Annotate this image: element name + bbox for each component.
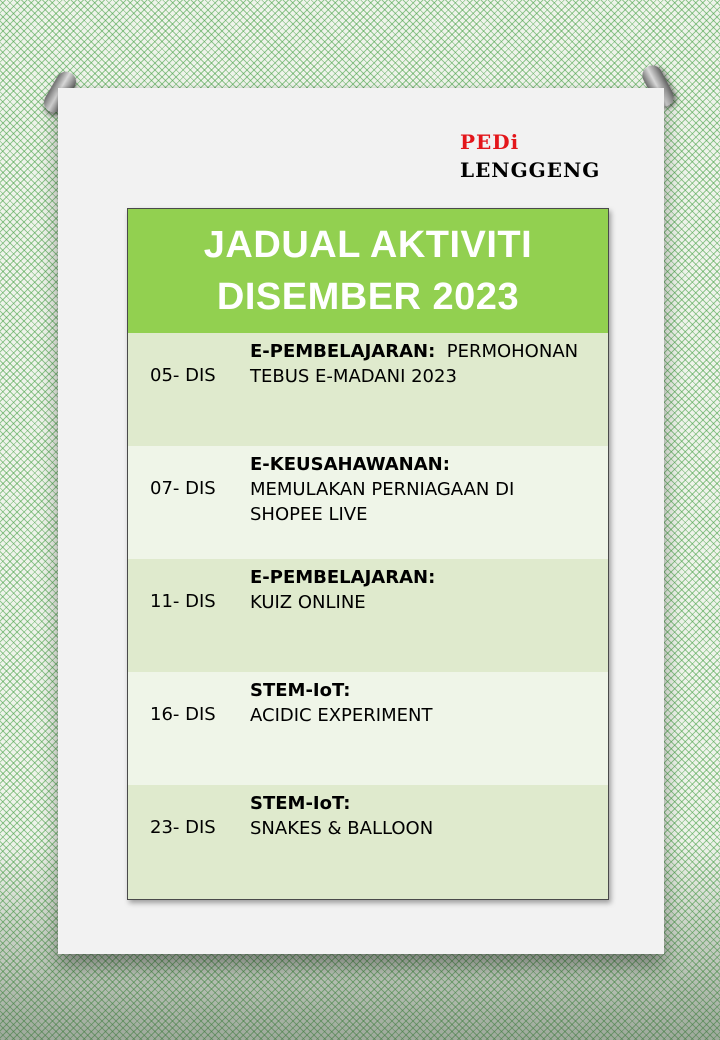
activity-category: E-PEMBELAJARAN: xyxy=(250,567,436,588)
activity-date: 23- DIS xyxy=(150,817,216,838)
activity-description: MEMULAKAN PERNIAGAAN DI xyxy=(250,479,515,500)
brand-logo xyxy=(460,128,600,184)
activity-description: SNAKES & BALLOON xyxy=(250,818,434,839)
schedule-header xyxy=(128,209,608,333)
activity-description: PERMOHONAN xyxy=(446,341,579,362)
activity-row xyxy=(128,333,608,446)
activity-detail xyxy=(250,452,600,527)
activity-date: 16- DIS xyxy=(150,704,216,725)
brand-location: LENGGENG xyxy=(460,158,601,182)
activity-row xyxy=(128,559,608,672)
activity-schedule-table xyxy=(127,208,609,900)
activity-detail xyxy=(250,565,600,615)
activity-date: 07- DIS xyxy=(150,478,216,499)
activity-row xyxy=(128,785,608,899)
brand-name: PEDi xyxy=(460,130,520,154)
activity-description: SHOPEE LIVE xyxy=(250,504,368,525)
activity-category: E-PEMBELAJARAN: xyxy=(250,341,436,362)
activity-date: 05- DIS xyxy=(150,365,216,386)
activity-date: 11- DIS xyxy=(150,591,216,612)
activity-row xyxy=(128,672,608,785)
activity-description: ACIDIC EXPERIMENT xyxy=(250,705,433,726)
activity-detail xyxy=(250,678,600,728)
activity-description: TEBUS E-MADANI 2023 xyxy=(250,366,457,387)
activity-detail xyxy=(250,339,600,389)
schedule-title: JADUAL AKTIVITI xyxy=(203,224,533,266)
activity-category: STEM-IoT: xyxy=(250,793,351,814)
activity-category: STEM-IoT: xyxy=(250,680,351,701)
activity-category: E-KEUSAHAWANAN: xyxy=(250,454,450,475)
schedule-month: DISEMBER 2023 xyxy=(216,276,520,318)
activity-detail xyxy=(250,791,600,841)
activity-description: KUIZ ONLINE xyxy=(250,592,366,613)
activity-row xyxy=(128,446,608,559)
